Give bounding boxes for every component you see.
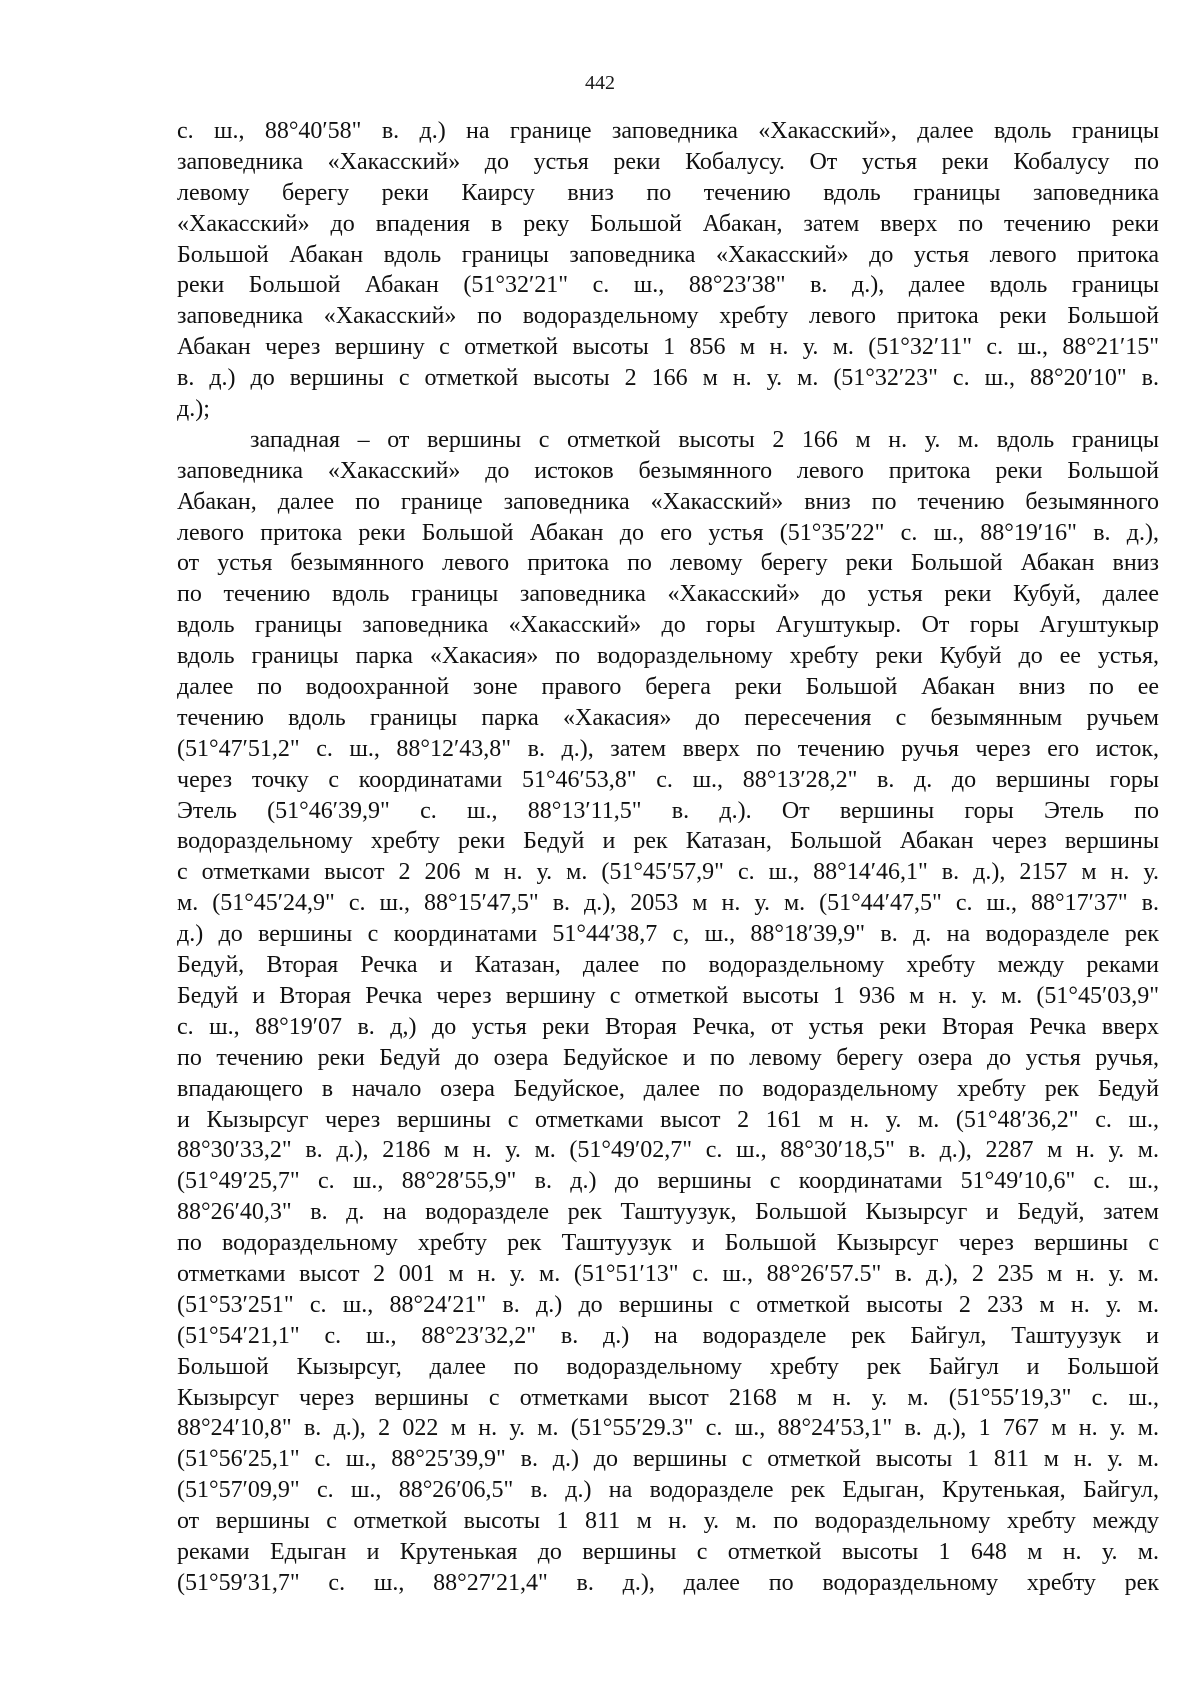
text-line: д.); [177,396,210,423]
text-line: 88°30′33,2" в. д.), 2186 м н. у. м. (51°49′02,7" с. ш., 88°30′18,5" в. д.), 2287 м н. у. м. [177,1137,1159,1164]
text-line: реками Едыган и Крутенькая до вершины с отметкой высоты 1 648 м н. у. м. [177,1538,1159,1565]
text-line: 88°24′10,8" в. д.), 2 022 м н. у. м. (51°55′29.3" с. ш., 88°24′53,1" в. д.), 1 767 м н. у. м. [177,1415,1159,1442]
text-line: по водораздельному хребту рек Таштуузук и Большой Кызырсуг через вершины с [177,1230,1159,1257]
text-line: водораздельному хребту реки Бедуй и рек Катазан, Большой Абакан через вершины [177,828,1159,855]
body-text [177,116,1159,1599]
text-line: (51°59′31,7" с. ш., 88°27′21,4" в. д.), далее по водораздельному хребту рек [177,1569,1159,1596]
text-line: заповедника «Хакасский» до устья реки Кобалусу. От устья реки Кобалусу по [177,148,1159,175]
text-line: далее по водоохранной зоне правого берега реки Большой Абакан вниз по ее [177,674,1159,701]
text-line: Бедуй, Вторая Речка и Катазан, далее по водораздельному хребту между реками [177,952,1159,979]
text-line: (51°53′251" с. ш., 88°24′21" в. д.) до вершины с отметкой высоты 2 233 м н. у. м. [177,1291,1159,1318]
text-line: Бедуй и Вторая Речка через вершину с отметкой высоты 1 936 м н. у. м. (51°45′03,9" [177,982,1159,1009]
text-line: (51°47′51,2" с. ш., 88°12′43,8" в. д.), затем вверх по течению ручья через его исток, [177,735,1159,762]
text-line: и Кызырсуг через вершины с отметками высот 2 161 м н. у. м. (51°48′36,2" с. ш., [177,1106,1159,1133]
text-line: Кызырсуг через вершины с отметками высот 2168 м н. у. м. (51°55′19,3" с. ш., [177,1384,1159,1411]
text-line: заповедника «Хакасский» до истоков безымянного левого притока реки Большой [177,457,1159,484]
page-number: 442 [585,72,615,94]
text-line: (51°49′25,7" с. ш., 88°28′55,9" в. д.) до вершины с координатами 51°49′10,6" с. ш., [177,1168,1159,1195]
text-line: Этель (51°46′39,9" с. ш., 88°13′11,5" в. д.). От вершины горы Этель по [177,797,1159,824]
text-line: «Хакасский» до впадения в реку Большой Абакан, затем вверх по течению реки [177,210,1159,237]
paragraph-first-line: западная – от вершины с отметкой высоты 2 166 м н. у. м. вдоль границы [250,426,1159,453]
text-line: левому берегу реки Каирсу вниз по течению вдоль границы заповедника [177,179,1159,206]
text-line: с отметками высот 2 206 м н. у. м. (51°45′57,9" с. ш., 88°14′46,1" в. д.), 2157 м н. у. [177,859,1159,886]
text-line: через точку с координатами 51°46′53,8" с. ш., 88°13′28,2" в. д. до вершины горы [177,766,1159,793]
text-line: Абакан через вершину с отметкой высоты 1 856 м н. у. м. (51°32′11" с. ш., 88°21′15" [177,334,1159,361]
text-line: вдоль границы заповедника «Хакасский» до горы Агуштукыр. От горы Агуштукыр [177,612,1159,639]
text-line: д.) до вершины с координатами 51°44′38,7 с, ш., 88°18′39,9" в. д. на водоразделе рек [177,921,1159,948]
text-line: (51°54′21,1" с. ш., 88°23′32,2" в. д.) на водоразделе рек Байгул, Таштуузук и [177,1322,1159,1349]
text-line: впадающего в начало озера Бедуйское, далее по водораздельному хребту рек Бедуй [177,1075,1159,1102]
text-line: отметками высот 2 001 м н. у. м. (51°51′13" с. ш., 88°26′57.5" в. д.), 2 235 м н. у. м. [177,1260,1159,1287]
text-line: Большой Кызырсуг, далее по водораздельному хребту рек Байгул и Большой [177,1353,1159,1380]
text-line: от вершины с отметкой высоты 1 811 м н. у. м. по водораздельному хребту между [177,1508,1159,1535]
text-line: 88°26′40,3" в. д. на водоразделе рек Таштуузук, Большой Кызырсуг и Бедуй, затем [177,1199,1159,1226]
text-line: Большой Абакан вдоль границы заповедника «Хакасский» до устья левого притока [177,241,1159,268]
text-line: от устья безымянного левого притока по левому берегу реки Большой Абакан вниз [177,550,1159,577]
text-line: течению вдоль границы парка «Хакасия» до пересечения с безымянным ручьем [177,704,1159,731]
text-line: Абакан, далее по границе заповедника «Хакасский» вниз по течению безымянного [177,488,1159,515]
text-line: заповедника «Хакасский» по водораздельному хребту левого притока реки Большой [177,303,1159,330]
text-line: левого притока реки Большой Абакан до его устья (51°35′22" с. ш., 88°19′16" в. д.), [177,519,1159,546]
text-line: вдоль границы парка «Хакасия» по водораздельному хребту реки Кубуй до ее устья, [177,643,1159,670]
text-line: (51°57′09,9" с. ш., 88°26′06,5" в. д.) на водоразделе рек Едыган, Крутенькая, Байгул, [177,1477,1159,1504]
text-line: м. (51°45′24,9" с. ш., 88°15′47,5" в. д.), 2053 м н. у. м. (51°44′47,5" с. ш., 88°17′37" в. [177,890,1159,917]
text-line: в. д.) до вершины с отметкой высоты 2 166 м н. у. м. (51°32′23" с. ш., 88°20′10" в. [177,365,1159,392]
text-line: с. ш., 88°19′07 в. д,) до устья реки Вторая Речка, от устья реки Вторая Речка вверх [177,1013,1159,1040]
text-line: с. ш., 88°40′58" в. д.) на границе заповедника «Хакасский», далее вдоль границы [177,118,1159,144]
text-line: (51°56′25,1" с. ш., 88°25′39,9" в. д.) до вершины с отметкой высоты 1 811 м н. у. м. [177,1446,1159,1473]
text-line: реки Большой Абакан (51°32′21" с. ш., 88°23′38" в. д.), далее вдоль границы [177,272,1159,299]
text-line: по течению реки Бедуй до озера Бедуйское и по левому берегу озера до устья ручья, [177,1044,1159,1071]
text-line: по течению вдоль границы заповедника «Хакасский» до устья реки Кубуй, далее [177,581,1159,608]
